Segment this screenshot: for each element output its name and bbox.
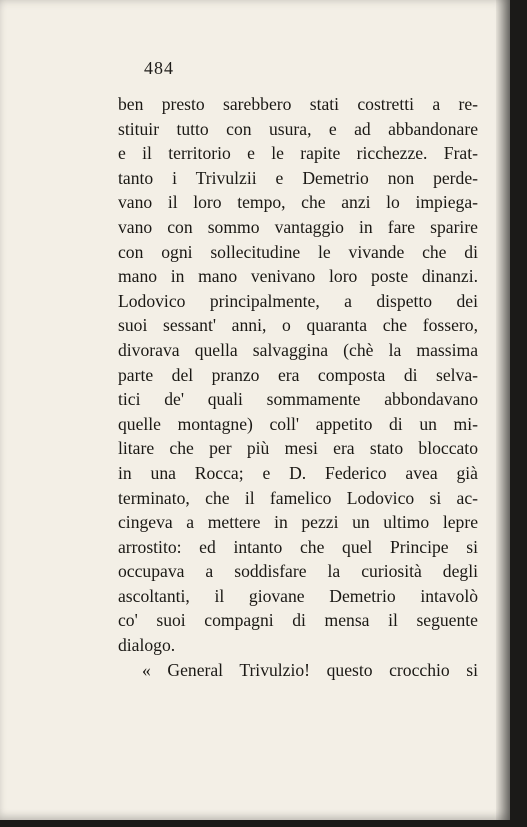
body-text xyxy=(118,92,478,682)
page-number: 484 xyxy=(144,58,174,78)
text-line: vano il loro tempo, che anzi lo impiega- xyxy=(118,192,478,213)
text-line: tanto i Trivulzii e Demetrio non perde- xyxy=(118,167,478,188)
text-line: Lodovico principalmente, a dispetto dei xyxy=(118,290,478,311)
text-line: parte del pranzo era composta di selva- xyxy=(118,364,478,385)
text-line: quelle montagne) coll' appetito di un mi- xyxy=(118,413,478,434)
text-line: ben presto sarebbero stati costretti a re- xyxy=(118,94,478,114)
text-line: suoi sessant' anni, o quaranta che fossero, xyxy=(118,315,478,336)
text-line: mano in mano venivano loro poste dinanzi. xyxy=(118,266,478,287)
text-line: dialogo. xyxy=(118,635,176,656)
text-line: terminato, che il famelico Lodovico si ac- xyxy=(118,487,478,508)
text-line: « General Trivulzio! questo crocchio si xyxy=(142,659,478,680)
text-line: divorava quella salvaggina (chè la massima xyxy=(118,339,478,360)
text-line: vano con sommo vantaggio in fare sparire xyxy=(118,216,478,237)
text-line: ascoltanti, il giovane Demetrio intavolò xyxy=(118,585,478,606)
text-line: occupava a soddisfare la curiosità degli xyxy=(118,561,478,582)
text-line: e il territorio e le rapite ricchezze. Frat- xyxy=(118,143,478,164)
text-line: stituir tutto con usura, e ad abbandonare xyxy=(118,118,478,139)
text-line: tici de' quali sommamente abbondavano xyxy=(118,389,478,410)
text-line: cingeva a mettere in pezzi un ultimo lepre xyxy=(118,512,478,533)
text-line: co' suoi compagni di mensa il seguente xyxy=(118,610,478,631)
page-edge-shadow xyxy=(496,0,510,820)
text-line: con ogni sollecitudine le vivande che di xyxy=(118,241,478,262)
text-line: litare che per più mesi era stato bloccato xyxy=(118,438,478,459)
text-line: in una Rocca; e D. Federico avea già xyxy=(118,462,478,483)
text-line: arrostito: ed intanto che quel Principe si xyxy=(118,536,478,557)
